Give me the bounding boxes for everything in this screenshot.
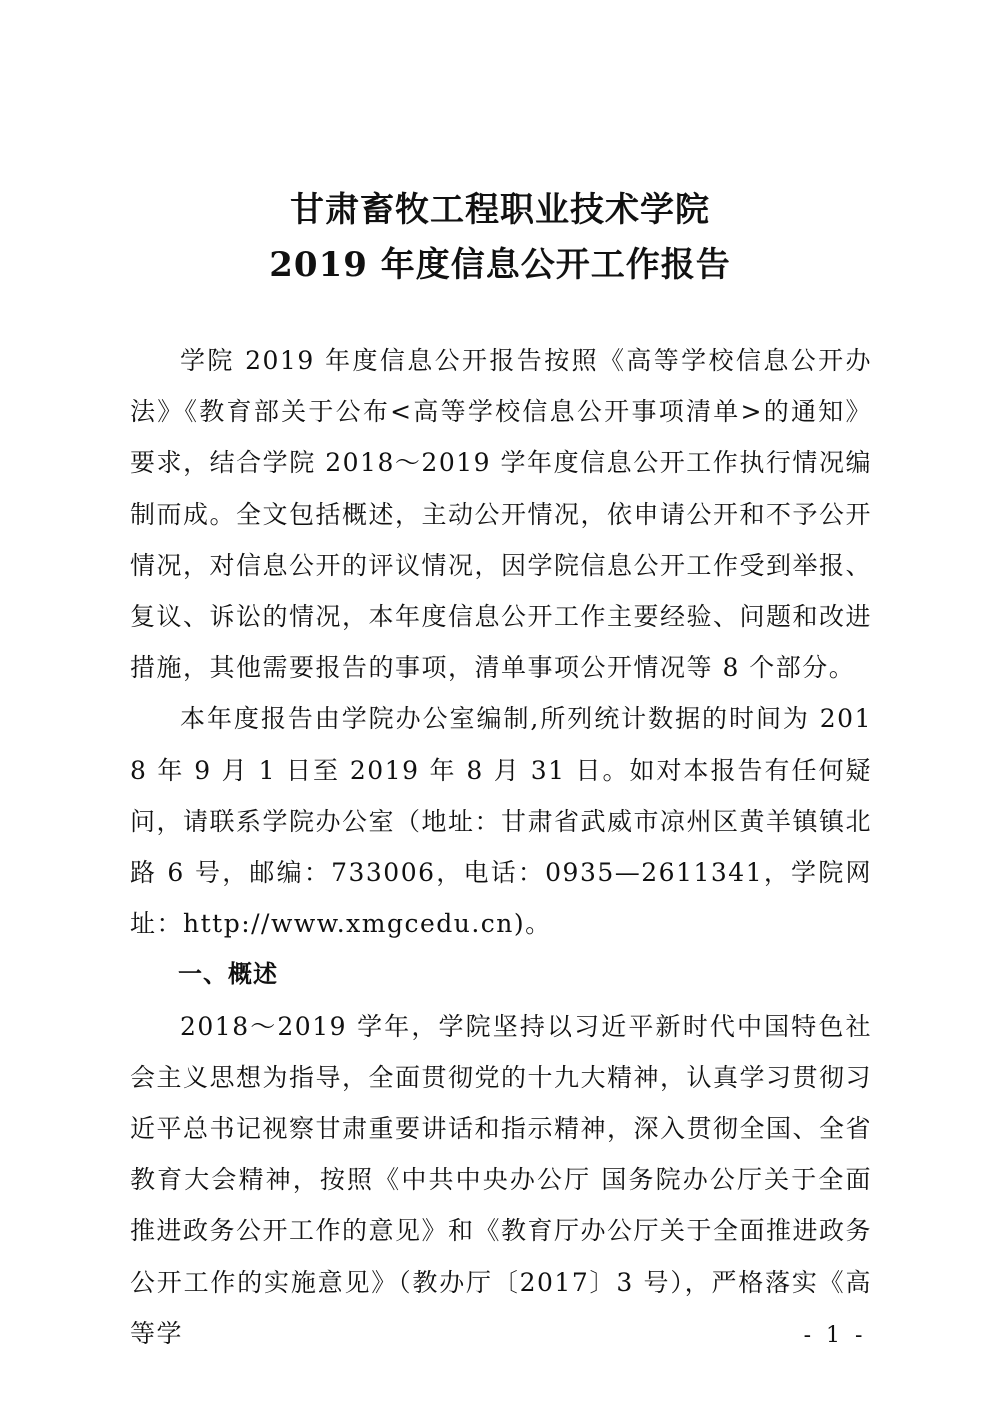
title-line-institution: 甘肃畜牧工程职业技术学院 — [290, 190, 710, 230]
overview-paragraph: 2018～2019 学年，学院坚持以习近平新时代中国特色社会主义思想为指导，全面贯彻党的十九大精神，认真学习贯彻习近平总书记视察甘肃重要讲话和指示精神，深入贯彻全国、全省教育大会精神，按照《中共中央办公厅 国务院办公厅关于全面推进政务公开工作的意见》和《教育厅办公厅关于全面推进政务公开工作的实施意见》（教办厅〔2017〕3 号），严格落实《高等学 — [130, 1011, 873, 1348]
report-title — [0, 183, 1000, 293]
contact-paragraph: 本年度报告由学院办公室编制,所列统计数据的时间为 2018 年 9 月 1 日至 2019 年 8 月 31 日。如对本报告有任何疑问，请联系学院办公室（地址：甘肃省武威市凉州区黄羊镇镇北路 6 号，邮编：733006，电话：0935—2611341，学院网址：http://www.xmgcedu.cn)。 — [130, 704, 873, 939]
page-number: - 1 - — [803, 1323, 867, 1348]
section-heading-overview: 一、概述 — [178, 960, 278, 989]
intro-paragraph: 学院 2019 年度信息公开报告按照《高等学校信息公开办法》《教育部关于公布<高等学校信息公开事项清单>的通知》要求，结合学院 2018～2019 学年度信息公开工作执行情况编制而成。全文包括概述，主动公开情况，依申请公开和不予公开情况，对信息公开的评议情况，因学院信息公开工作受到举报、复议、诉讼的情况，本年度信息公开工作主要经验、问题和改进措施，其他需要报告的事项，清单事项公开情况等 8 个部分。 — [130, 346, 873, 683]
report-body — [130, 335, 872, 1359]
title-line-report: 2019 年度信息公开工作报告 — [269, 245, 731, 285]
